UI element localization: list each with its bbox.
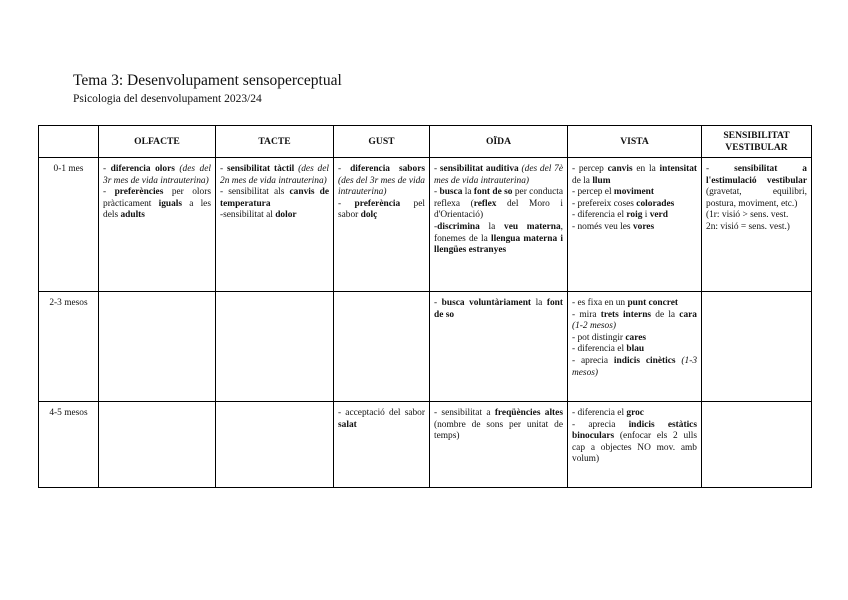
cell-line: - preferència pel sabor dolç [338, 198, 425, 221]
table-cell [568, 402, 702, 488]
row-label: 0-1 mes [39, 158, 99, 292]
row-label: 2-3 mesos [39, 292, 99, 402]
document-subtitle: Psicologia del desenvolupament 2023/24 [73, 93, 262, 105]
table-cell [334, 158, 430, 292]
table-cell [702, 402, 812, 488]
cell-line: - preferències per olors pràcticament iguals a les dels adults [103, 187, 211, 221]
cell-line: - diferencia el blau [572, 344, 645, 355]
table-cell [99, 402, 216, 488]
table-cell [99, 158, 216, 292]
corner-cell [39, 126, 99, 158]
table-row [39, 292, 812, 402]
table-cell [702, 292, 812, 402]
cell-line: 2n: visió = sens. vest.) [706, 221, 790, 232]
column-header: SENSIBILITAT VESTIBULAR [702, 126, 812, 158]
row-label: 4-5 mesos [39, 402, 99, 488]
column-header: TACTE [216, 126, 334, 158]
cell-line: - busca la font de so per conducta reflexa (reflex del Moro i d'Orientació) [434, 187, 564, 221]
column-header: GUST [334, 126, 430, 158]
table-cell [702, 158, 812, 292]
cell-line: - acceptació del sabor salat [338, 408, 425, 430]
cell-line: - diferencia el roig i verd [572, 210, 668, 221]
cell-line: (1r: visió > sens. vest. [706, 210, 789, 221]
column-header: OLFACTE [99, 126, 216, 158]
cell-line: - busca voluntàriament la font de so [434, 298, 564, 320]
cell-line: - diferencia el groc [572, 408, 644, 418]
column-header: VISTA [568, 126, 702, 158]
cell-line: - percep el moviment [572, 187, 655, 198]
column-header: OÏDA [430, 126, 568, 158]
cell-line: - es fixa en un punt concret [572, 298, 679, 308]
cell-line: - diferencia sabors (des del 3r mes de vida intrauterina) [338, 164, 425, 198]
cell-line: - pot distingir cares [572, 332, 647, 343]
table-cell [99, 292, 216, 402]
cell-line: - diferencia olors (des del 3r mes de vida intrauterina) [103, 164, 212, 186]
cell-line: - prefereix coses colorades [572, 198, 675, 209]
cell-line: -sensibilitat al dolor [220, 210, 297, 221]
document-header [73, 72, 342, 107]
cell-line: - mira trets interns de la cara (1-2 mesos) [572, 309, 697, 332]
cell-line: - percep canvis en la intensitat de la llum [572, 164, 697, 186]
cell-line: -discrimina la veu materna, fonemes de la llengua materna i llengües estranyes [434, 221, 564, 256]
table-cell [216, 402, 334, 488]
document-title: Tema 3: Desenvolupament sensoperceptual [73, 72, 342, 89]
cell-line: - aprecia indicis cinètics (1-3 mesos) [572, 355, 698, 378]
cell-line: - sensibilitat a freqüències altes (nombre de sons per unitat de temps) [434, 408, 563, 442]
table-cell [216, 292, 334, 402]
cell-line: - només veu les vores [572, 221, 655, 232]
table-cell [430, 158, 568, 292]
table-header-row [39, 126, 812, 158]
cell-line: - sensibilitat tàctil (des del 2n mes de vida intrauterina) [220, 164, 329, 186]
table-cell [430, 402, 568, 488]
table-cell [216, 158, 334, 292]
table-cell [430, 292, 568, 402]
table-row [39, 158, 812, 292]
cell-line: - sensibilitat auditiva (des del 7è mes de vida intrauterina) [434, 164, 564, 186]
cell-line: - sensibilitat a l'estimulació vestibular (gravetat, equilibri, postura, moviment, etc.) [706, 164, 807, 209]
table-cell [334, 402, 430, 488]
cell-line: - aprecia indicis estàtics binoculars (enfocar els 2 ulls cap a objectes NO mov. amb volum) [572, 419, 697, 465]
table-cell [568, 292, 702, 402]
table-row [39, 402, 812, 488]
development-table [38, 125, 812, 488]
table-cell [334, 292, 430, 402]
table-cell [568, 158, 702, 292]
cell-line: - sensibilitat als canvis de temperatura [220, 187, 329, 209]
